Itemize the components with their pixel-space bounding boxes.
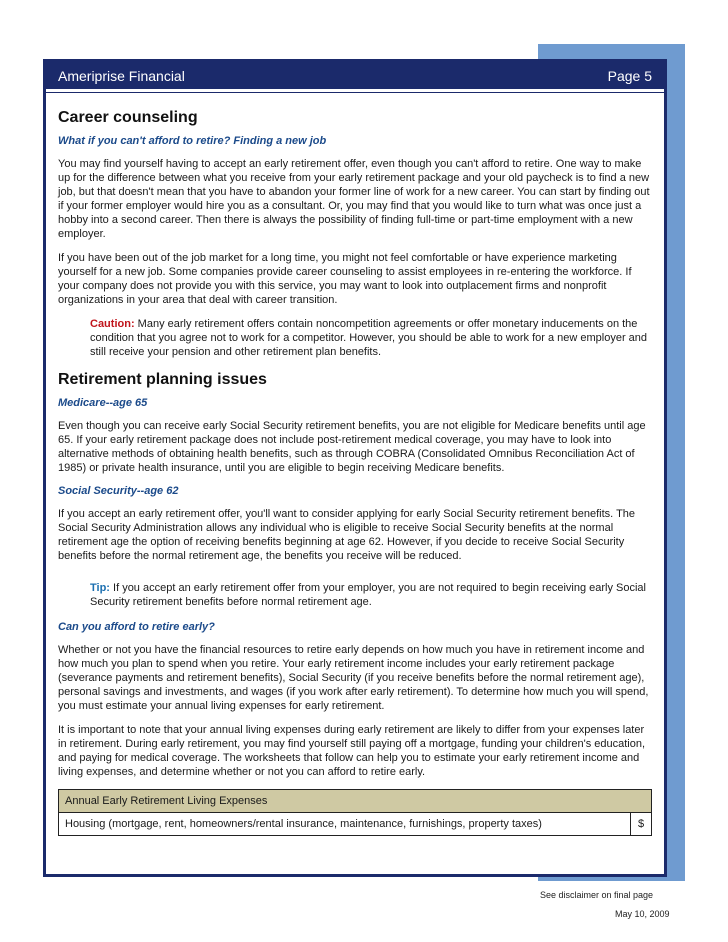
table-header: Annual Early Retirement Living Expenses [59,790,652,813]
footer-date: May 10, 2009 [615,909,670,919]
housing-label: Housing (mortgage, rent, homeowners/rental insurance, maintenance, furnishings, property taxes) [59,813,631,836]
career-paragraph-1: You may find yourself having to accept an early retirement offer, even though you can't afford to retire. One way to make up for the difference between what you receive from your early retirement package and your old paycheck is to find a new job, but that doesn't mean that you have to abandon your former line of work for a new career. You can start by finding out if your former employer would hire you as a consultant. Or, you may find that you would like to turn what was once just a hobby into a second career. Then there is always the possibility of finding full-time or part-time employment with a new employer. [58,158,650,240]
header-bar [46,62,664,92]
career-paragraph-2: If you have been out of the job market for a long time, you might not feel comfortable or have experience marketing yourself for a new job. Some companies provide career counseling to assist employees in re-entering the workforce. If your company does not provide you with this service, you may want to look into outplacement firms and nonprofit organizations in your area that deal with career transition. [58,252,632,306]
medicare-subtitle: Medicare--age 65 [58,397,148,409]
footer-disclaimer: See disclaimer on final page [540,890,654,900]
page-number: Page 5 [607,67,652,84]
medicare-paragraph: Even though you can receive early Social Security retirement benefits, you are not eligible for Medicare benefits until age 65. If your early retirement package does not include post-retirement medical coverage, you may have to look into alternative methods of obtaining health benefits, such as through COBRA (Consolidated Omnibus Reconciliation Act of 1985) or private health insurance, until you are eligible to begin receiving Medicare benefits. [58,420,646,474]
caution-label: Caution: [90,318,135,330]
career-subtitle: What if you can't afford to retire? Finding a new job [58,135,327,147]
table-row [59,813,652,836]
tip-text: If you accept an early retirement offer from your employer, you are not required to begin receiving early Social Security retirement benefits before normal retirement age. [90,582,646,608]
caution-note [90,317,652,359]
afford-paragraph-1: Whether or not you have the financial resources to retire early depends on how much you have in retirement income and how much you plan to spend when you retire. Your early retirement income includes your early retirement package (severance payments and retirement benefits), Social Security (if you receive benefits before the normal retirement age), personal savings and investments, and wages (if you work after early retirement). To determine how much you will spend, you must estimate your annual living expenses for early retirement. [58,644,649,712]
tip-note [90,581,652,609]
table-header-row [59,790,652,813]
career-section-title: Career counseling [58,109,198,126]
social-security-paragraph: If you accept an early retirement offer, you'll want to consider applying for early Social Security retirement benefits. The Social Security Administration allows any individual who is eligible to receive Social Security benefits at the normal retirement age the option of receiving benefits beginning at age 62. However, if you decide to receive Social Security benefits before the normal retirement age, the benefits you receive will be reduced. [58,508,636,562]
tip-label: Tip: [90,582,110,594]
housing-value-field[interactable]: $ [631,813,652,836]
page-content [58,109,652,836]
caution-text: Many early retirement offers contain noncompetition agreements or offer monetary inducements on the condition that you agree not to work for a competitor. However, you should be able to work for a new employer and still receive your pension and other retirement plan benefits. [90,318,648,358]
page-frame [43,59,667,877]
social-security-subtitle: Social Security--age 62 [58,485,179,497]
company-name: Ameriprise Financial [58,67,185,84]
afford-subtitle: Can you afford to retire early? [58,621,215,633]
expense-table [58,789,652,836]
afford-paragraph-2: It is important to note that your annual living expenses during early retirement are likely to differ from your expenses later in retirement. During early retirement, you may find yourself still paying off a mortgage, funding your children's education, and paying for medical coverage. The worksheets that follow can help you to estimate your early retirement income and living expenses, and determine whether or not you can afford to retire early. [58,724,646,778]
planning-section-title: Retirement planning issues [58,371,267,388]
